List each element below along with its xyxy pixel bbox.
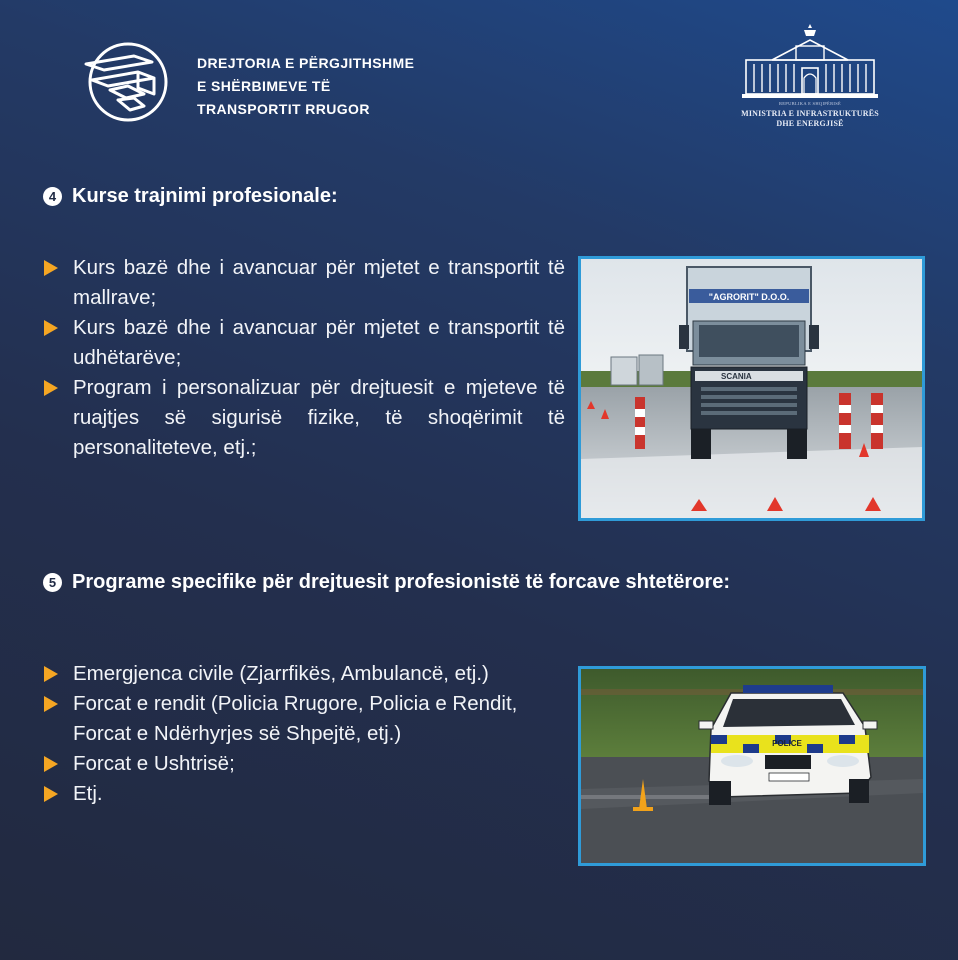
ministry-name — [738, 109, 882, 129]
ministry-logo — [738, 22, 882, 132]
bullet-arrow-icon — [44, 380, 58, 396]
bullet-arrow-icon — [44, 786, 58, 802]
org-name-line-3: TRANSPORTIT RRUGOR — [197, 101, 370, 117]
list-item-text: Kurs bazë dhe i avancuar për mjetet e transportit të mallrave; — [73, 256, 565, 309]
list-item — [44, 253, 565, 313]
ministry-country-label: REPUBLIKA E SHQIPËRISË — [778, 101, 842, 106]
bullet-arrow-icon — [44, 666, 58, 682]
list-item — [44, 313, 565, 373]
list-item-text: Etj. — [73, 782, 103, 805]
list-item-text: Forcat e rendit (Policia Rrugore, Policia e Rendit, Forcat e Ndërhyrjes së Shpejtë, etj.) — [73, 692, 518, 745]
organization-name — [197, 52, 414, 121]
list-item — [44, 689, 565, 749]
section-4-title: Kurse trajnimi profesionale: — [72, 185, 338, 207]
list-item-text: Kurs bazë dhe i avancuar për mjetet e transportit të udhëtarëve; — [73, 316, 565, 369]
section-5-title: Programe specifike për drejtuesit profesionistë të forcave shtetërore: — [72, 571, 730, 593]
ministry-building-icon — [738, 22, 882, 102]
section-4-list — [44, 253, 565, 463]
police-car-photo — [578, 666, 926, 866]
section-5-heading — [43, 571, 730, 594]
list-item — [44, 373, 565, 463]
ministry-name-line-1: MINISTRIA E INFRASTRUKTURËS — [741, 109, 879, 118]
bullet-arrow-icon — [44, 320, 58, 336]
bullet-arrow-icon — [44, 756, 58, 772]
truck-banner-text: "AGRORIT" D.O.O. — [708, 292, 790, 302]
list-item — [44, 659, 565, 689]
dpshtrr-logo-icon — [82, 40, 174, 124]
list-item-text: Program i personalizuar për drejtuesit e mjeteve të ruajtjes së sigurisë fizike, të shoqërimit të personaliteteve, etj.; — [73, 376, 565, 459]
org-name-line-2: E SHËRBIMEVE TË — [197, 78, 331, 94]
bullet-arrow-icon — [44, 260, 58, 276]
section-4-number-badge: 4 — [43, 187, 62, 206]
police-label-text: POLICE — [772, 739, 802, 748]
list-item-text: Forcat e Ushtrisë; — [73, 752, 235, 775]
ministry-name-line-2: DHE ENERGJISË — [776, 119, 844, 128]
section-5-number-badge: 5 — [43, 573, 62, 592]
list-item — [44, 779, 565, 809]
section-4-heading — [43, 185, 338, 208]
section-5-list — [44, 659, 565, 809]
bullet-arrow-icon — [44, 696, 58, 712]
list-item — [44, 749, 565, 779]
list-item-text: Emergjenca civile (Zjarrfikës, Ambulancë, etj.) — [73, 662, 489, 685]
truck-training-photo — [578, 256, 925, 521]
truck-brand-text: SCANIA — [721, 372, 752, 381]
org-name-line-1: DREJTORIA E PËRGJITHSHME — [197, 55, 415, 71]
